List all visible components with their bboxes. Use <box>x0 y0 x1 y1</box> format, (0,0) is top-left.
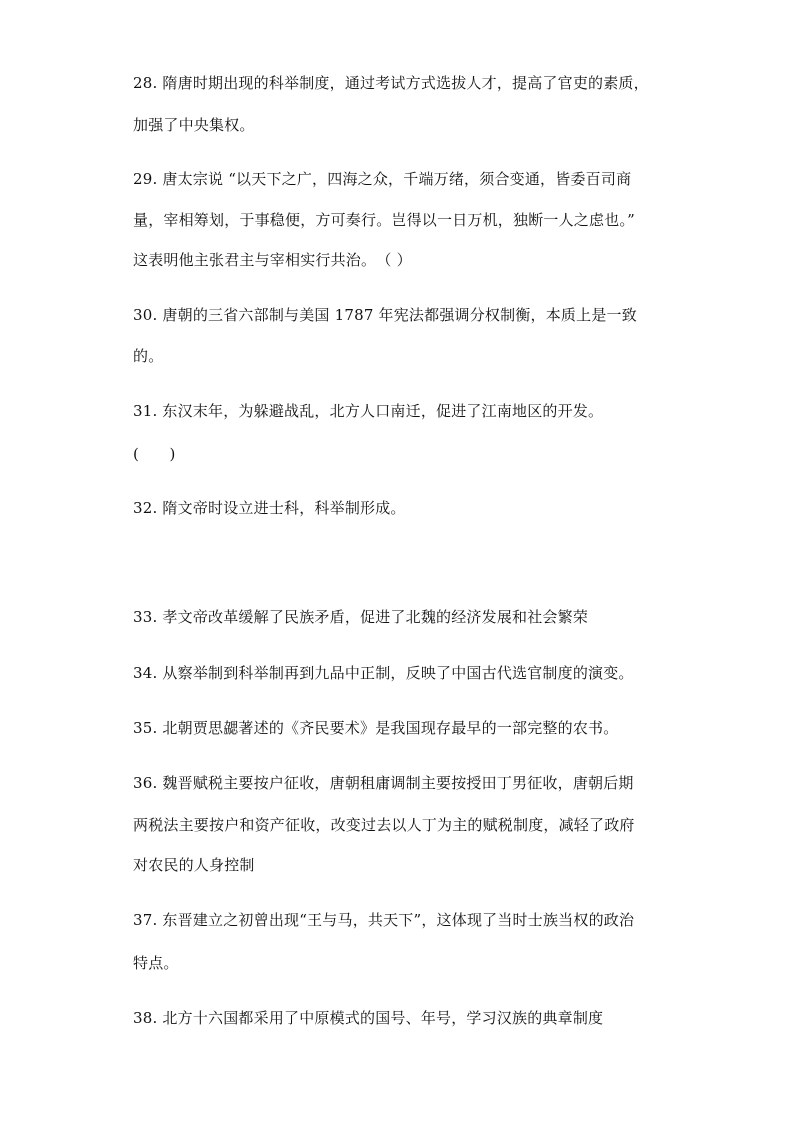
question-37-line-2: 特点。 <box>133 954 179 972</box>
question-28-line-2: 加强了中央集权。 <box>133 116 255 134</box>
question-28-line-1: 28. 隋唐时期出现的科举制度，通过考试方式选拔人才，提高了官吏的素质， <box>133 74 649 92</box>
question-37-line-1: 37. 东晋建立之初曾出现“王与马，共天下”，这体现了当时士族当权的政治 <box>133 911 635 929</box>
question-34-line-1: 34. 从察举制到科举制再到九品中正制，反映了中国古代选官制度的演变。 <box>133 664 634 682</box>
question-29-line-2: 量，宰相筹划，于事稳便，方可奏行。岂得以一日万机，独断一人之虑也。” <box>133 211 635 229</box>
question-30-line-1: 30. 唐朝的三省六部制与美国 1787 年宪法都强调分权制衡，本质上是一致 <box>133 306 637 324</box>
question-31-line-2: ( ) <box>133 445 176 463</box>
question-36-line-3: 对农民的人身控制 <box>133 856 255 874</box>
question-36-line-1: 36. 魏晋赋税主要按户征收，唐朝租庸调制主要按授田丁男征收，唐朝后期 <box>133 774 634 792</box>
question-29-line-1: 29. 唐太宗说 “以天下之广，四海之众，千端万绪，须合变通，皆委百司商 <box>133 170 632 188</box>
question-35-line-1: 35. 北朝贾思勰著述的《齐民要术》是我国现存最早的一部完整的农书。 <box>133 719 619 737</box>
question-30-line-2: 的。 <box>133 347 164 365</box>
question-29-line-3: 这表明他主张君主与宰相实行共治。 （ ） <box>133 251 412 269</box>
question-33-line-1: 33. 孝文帝改革缓解了民族矛盾，促进了北魏的经济发展和社会繁荣 <box>133 608 589 626</box>
question-31-line-1: 31. 东汉末年，为躲避战乱，北方人口南迁，促进了江南地区的开发。 <box>133 402 604 420</box>
question-38-line-1: 38. 北方十六国都采用了中原模式的国号、年号，学习汉族的典章制度 <box>133 1009 604 1027</box>
question-32-line-1: 32. 隋文帝时设立进士科，科举制形成。 <box>133 499 406 517</box>
question-36-line-2: 两税法主要按户和资产征收，改变过去以人丁为主的赋税制度，减轻了政府 <box>133 816 635 834</box>
